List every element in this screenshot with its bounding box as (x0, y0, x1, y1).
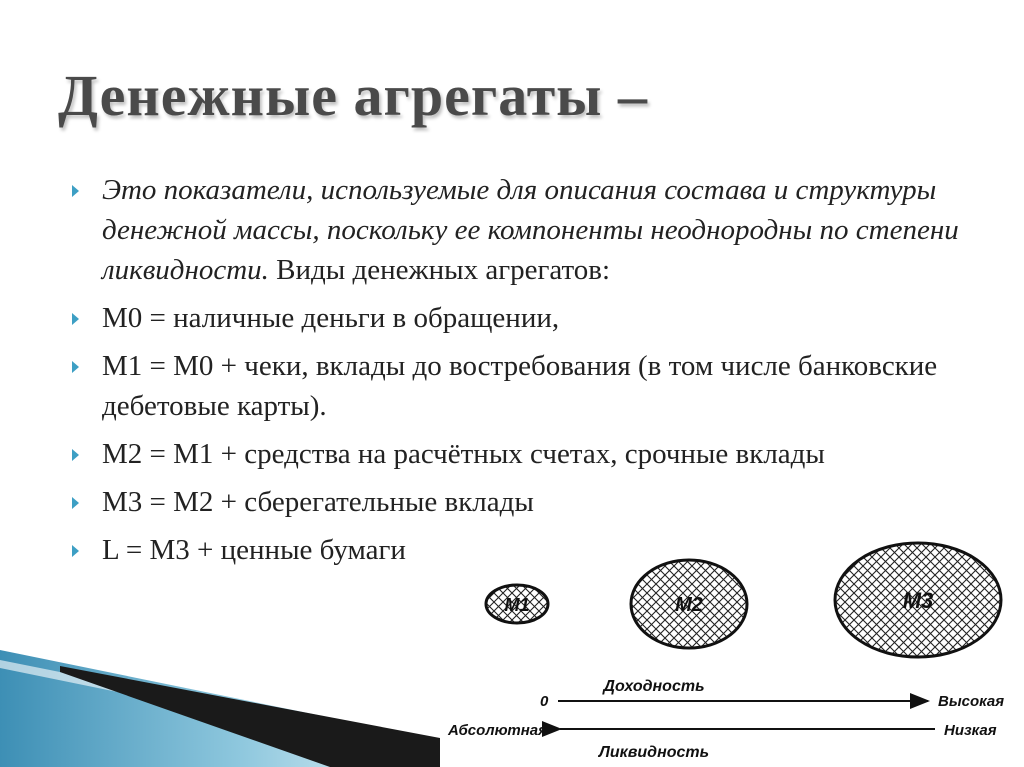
bullet-l-text: L = М3 + ценные бумаги (102, 534, 406, 566)
bullet-list (70, 170, 960, 578)
definition-italic-text: Это показатели, используемые для описания состава и структуры денежной массы, поскольку ее компоненты неоднородны по степени ликвидности. (102, 174, 959, 286)
bullet-arrow-icon (72, 361, 79, 373)
definition-plain-text: Виды денежных агрегатов: (268, 254, 611, 286)
bullet-arrow-icon (72, 313, 79, 325)
ellipse-m3-label: M3 (902, 588, 934, 613)
bullet-arrow-icon (72, 497, 79, 509)
aggregates-diagram (440, 530, 1020, 767)
bullet-arrow-icon (72, 449, 79, 461)
bullet-m1-text: М1 = М0 + чеки, вклады до востребования (в том числе банковские дебетовые карты). (102, 350, 938, 422)
bullet-m0-text: М0 = наличные деньги в обращении, (102, 302, 560, 334)
liquidity-axis-right-label: Низкая (944, 722, 997, 739)
bullet-m3 (70, 482, 960, 522)
bullet-m2-text: М2 = М1 + средства на расчётных счетах, срочные вклады (102, 438, 825, 470)
yield-axis-title: Доходность (603, 678, 705, 695)
bullet-m2 (70, 434, 960, 474)
bullet-m0 (70, 298, 960, 338)
bullet-definition (70, 170, 960, 290)
ellipse-m2-label: M2 (675, 594, 703, 616)
bullet-arrow-icon (72, 545, 79, 557)
liquidity-axis-left-label: Абсолютная (448, 722, 547, 739)
ellipse-m1-label: M1 (504, 595, 530, 615)
bullet-m3-text: М3 = М2 + сберегательные вклады (102, 486, 534, 518)
bullet-m1 (70, 346, 960, 426)
yield-axis-left-label: 0 (540, 693, 549, 710)
yield-axis-right-label: Высокая (938, 693, 1005, 710)
liquidity-axis-title: Ликвидность (598, 744, 710, 761)
bullet-arrow-icon (72, 185, 79, 197)
slide-title: Денежные агрегаты – (58, 63, 648, 128)
